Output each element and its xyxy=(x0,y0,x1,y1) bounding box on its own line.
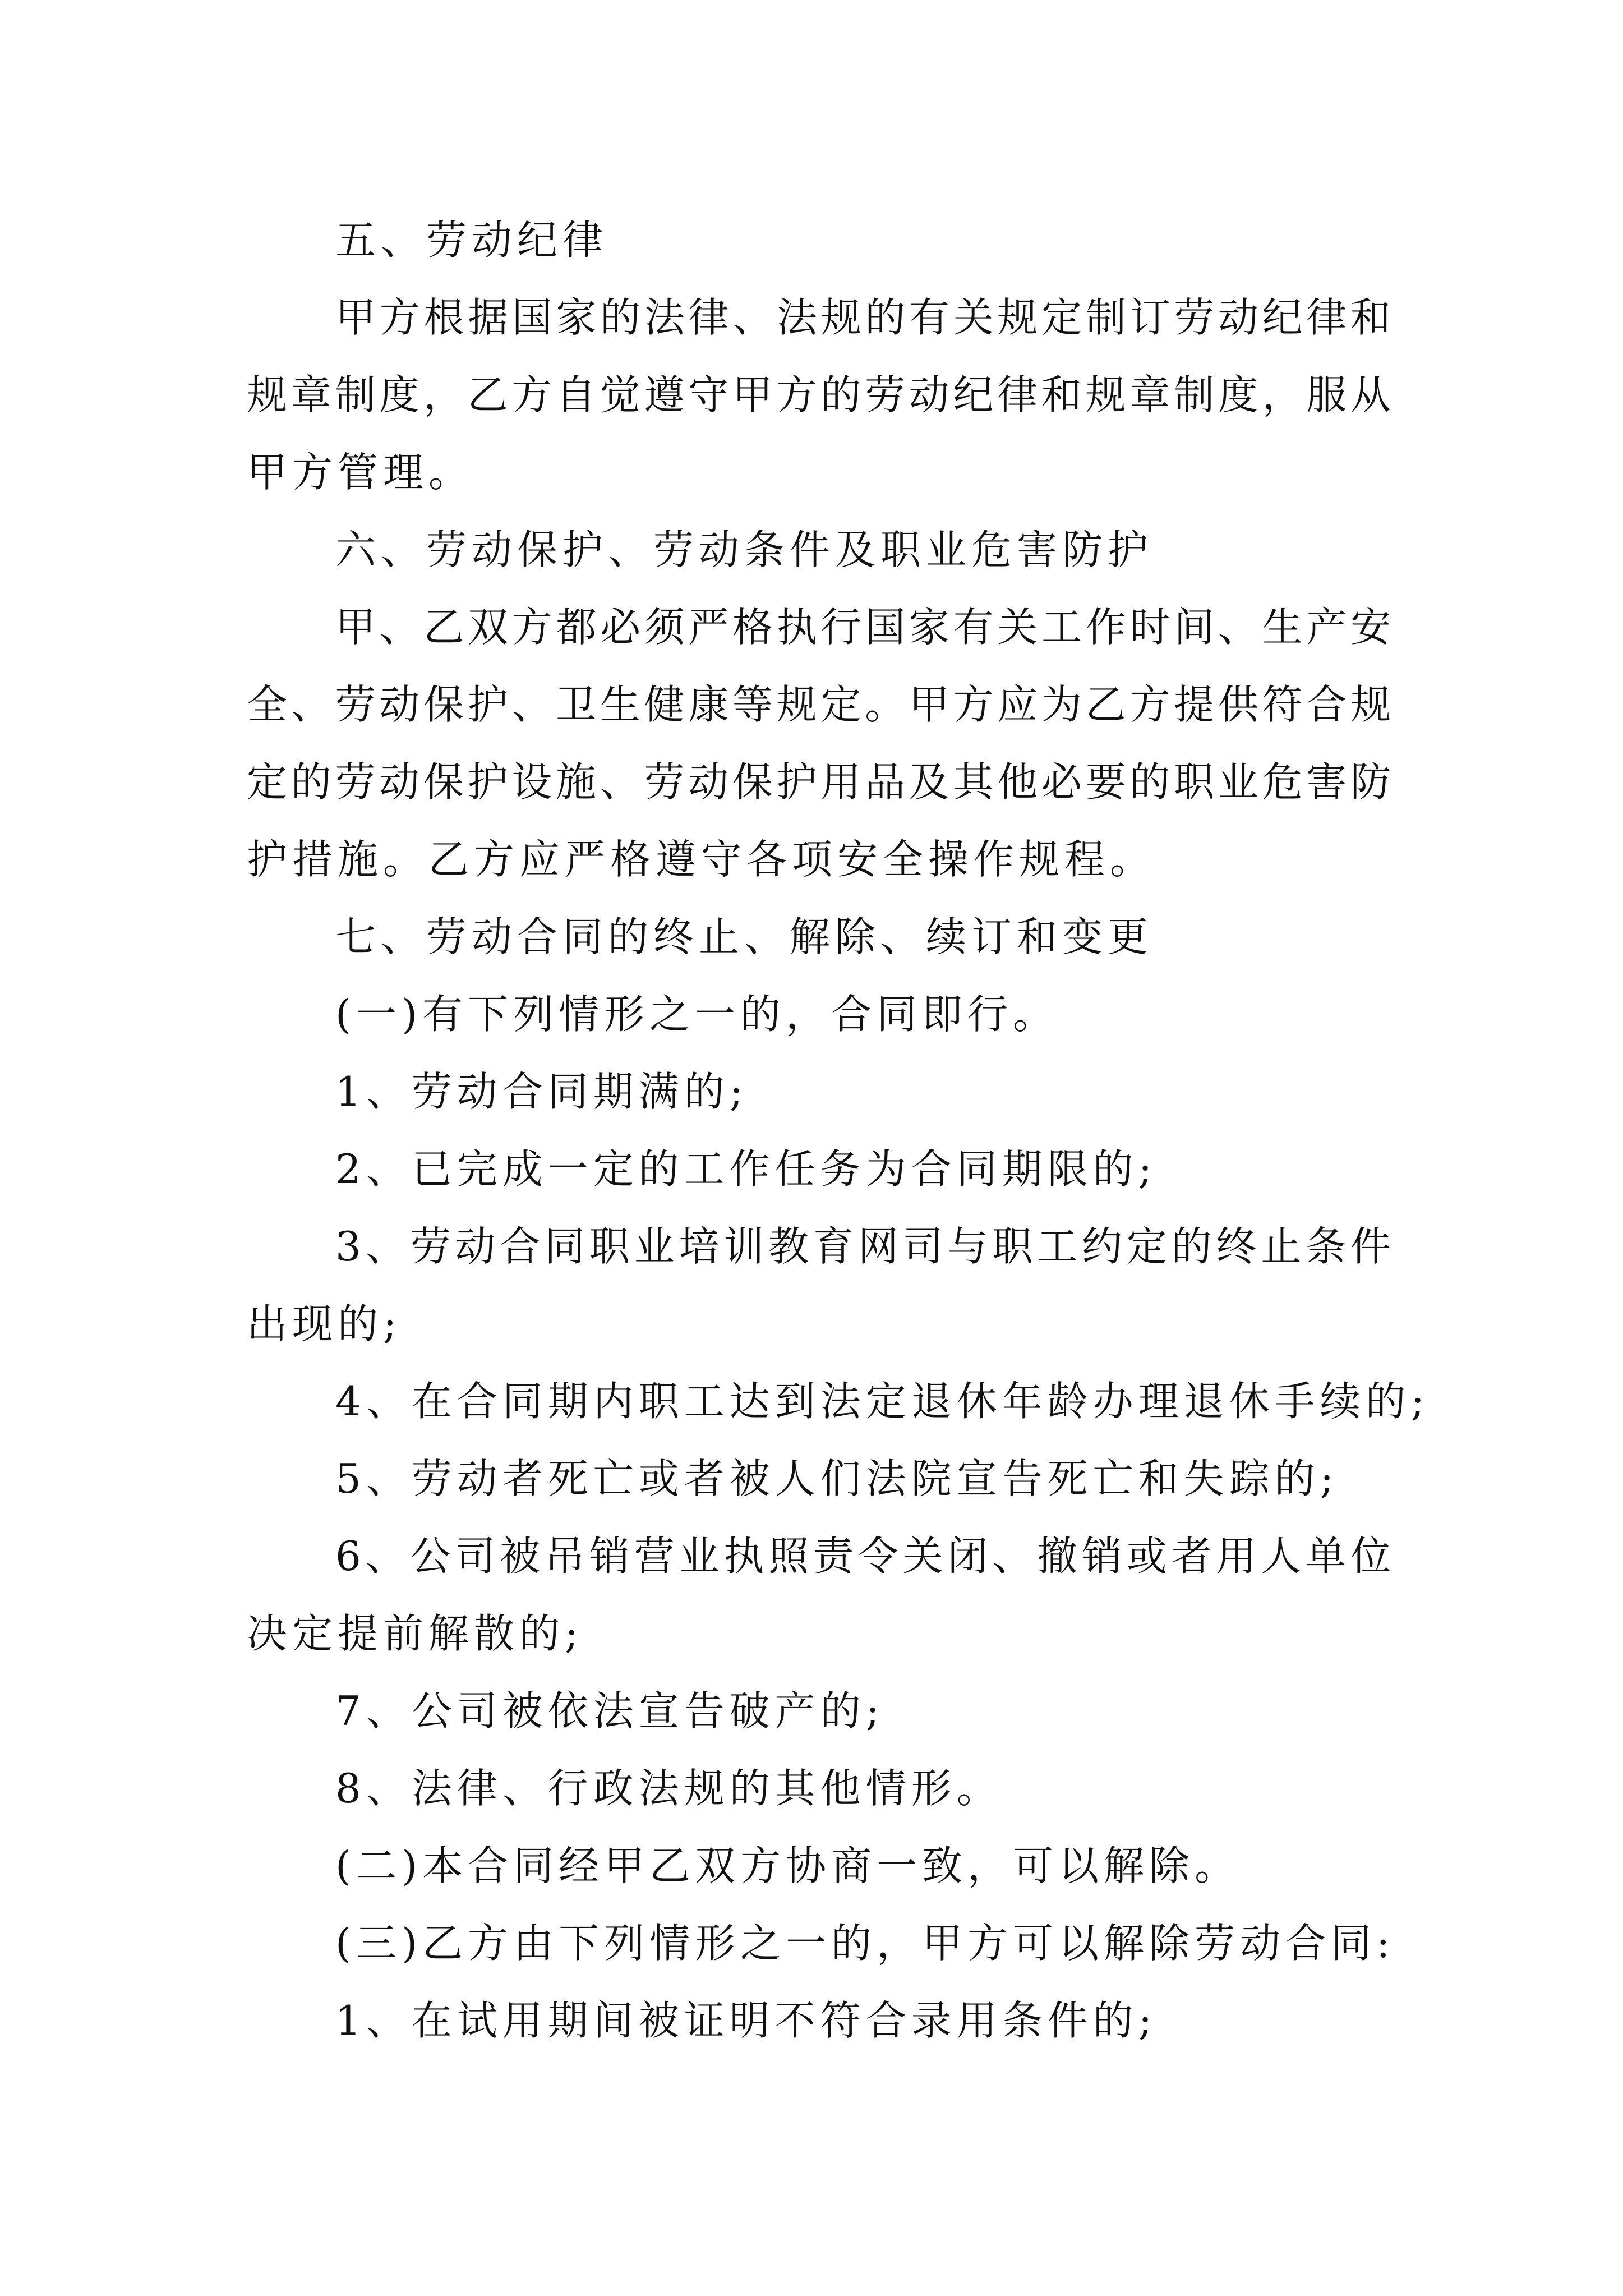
section-heading-labor-discipline: 五、劳动纪律 xyxy=(335,217,608,264)
paragraph-line: 甲方管理。 xyxy=(247,449,474,496)
paragraph-line: 甲、乙双方都必须严格执行国家有关工作时间、生产安 xyxy=(335,604,1391,651)
paragraph-line: 全、劳动保护、卫生健康等规定。甲方应为乙方提供符合规 xyxy=(247,681,1391,728)
list-item: 8、法律、行政法规的其他情形。 xyxy=(335,1765,1002,1812)
section-heading-contract-termination: 七、劳动合同的终止、解除、续订和变更 xyxy=(335,913,1154,960)
paragraph-line: 甲方根据国家的法律、法规的有关规定制订劳动纪律和 xyxy=(335,294,1391,341)
list-item: 3、劳动合同职业培训教育网司与职工约定的终止条件 xyxy=(335,1223,1391,1270)
list-item: 1、劳动合同期满的; xyxy=(335,1068,749,1115)
paragraph-line: 规章制度，乙方自觉遵守甲方的劳动纪律和规章制度，服从 xyxy=(247,371,1391,418)
subsection-heading: (一)有下列情形之一的，合同即行。 xyxy=(335,991,1059,1038)
list-item: 4、在合同期内职工达到法定退休年龄办理退休手续的; xyxy=(335,1378,1430,1425)
paragraph-line: 护措施。乙方应严格遵守各项安全操作规程。 xyxy=(247,836,1156,883)
list-item: 5、劳动者死亡或者被人们法院宣告死亡和失踪的; xyxy=(335,1455,1339,1502)
list-item: 2、已完成一定的工作任务为合同期限的; xyxy=(335,1145,1158,1193)
list-item-continuation: 出现的; xyxy=(247,1300,402,1347)
paragraph-line: 定的劳动保护设施、劳动保护用品及其他必要的职业危害防 xyxy=(247,758,1391,806)
list-item: 1、在试用期间被证明不符合录用条件的; xyxy=(335,1997,1158,2044)
list-item: 6、公司被吊销营业执照责令关闭、撤销或者用人单位 xyxy=(335,1533,1391,1580)
subsection-heading: (二)本合同经甲乙双方协商一致，可以解除。 xyxy=(335,1842,1241,1889)
section-heading-labor-protection: 六、劳动保护、劳动条件及职业危害防护 xyxy=(335,526,1154,573)
subsection-heading: (三)乙方由下列情形之一的，甲方可以解除劳动合同: xyxy=(335,1920,1395,1967)
list-item: 7、公司被依法宣告破产的; xyxy=(335,1687,885,1734)
list-item-continuation: 决定提前解散的; xyxy=(247,1610,584,1657)
